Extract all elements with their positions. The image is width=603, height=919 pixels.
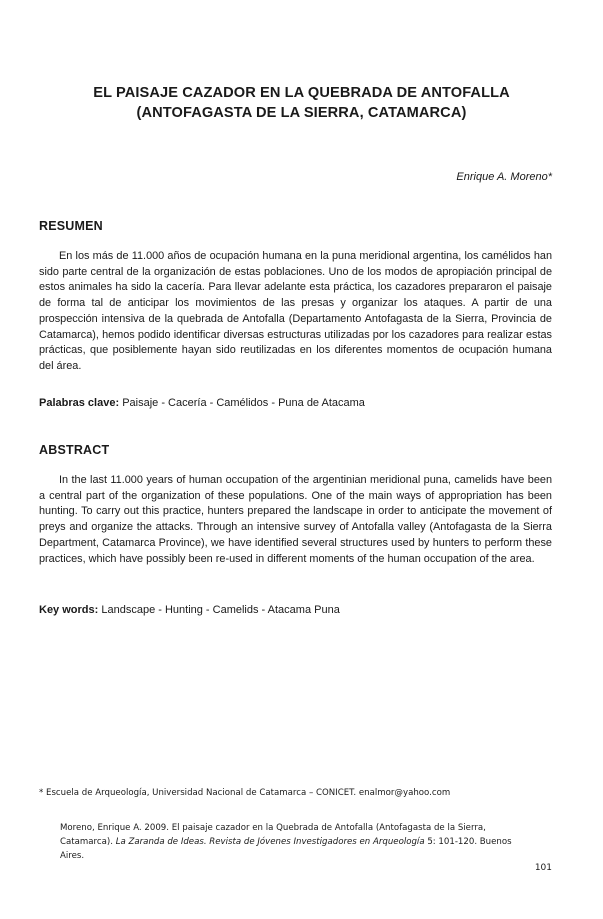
palabras-clave-label: Palabras clave: [39, 397, 120, 409]
article-title [40, 83, 563, 123]
author-affiliation-footnote: * Escuela de Arqueología, Universidad Nacional de Catamarca – CONICET. enalmor@yahoo.com [39, 788, 451, 798]
abstract-body: In the last 11.000 years of human occupation of the argentinian meridional puna, camelids have been a central part of the organization of these populations. One of the main ways of appropriation has been hunting. To carry out this practice, hunters prepared the landscape in order to anticipate the movement of preys and organize the attacks. Through an intensive survey of Antofalla valley (Antofagasta de la Sierra Department, Catamarca Province), we have identified several structures used by hunters to perform these practices, which have possibly been re-used in different moments of the human occupation of the area. [39, 474, 552, 565]
citation-journal: La Zaranda de Ideas. Revista de Jóvenes Investigadores en Arqueología [115, 837, 425, 847]
resumen-heading: RESUMEN [39, 219, 103, 233]
abstract-keywords [39, 603, 552, 618]
citation-authors-title: Moreno, Enrique A. 2009. El paisaje cazador en la Quebrada de Antofalla (Antofagasta de la Sierra, Catamarca). [60, 823, 486, 847]
key-words-label: Key words: [39, 604, 99, 616]
author-name: Enrique A. Moreno* [456, 171, 552, 183]
resumen-body: En los más de 11.000 años de ocupación humana en la puna meridional argentina, los camélidos han sido parte central de la organización de estas poblaciones. Uno de los modos de apropiación principal de estos animales ha sido la cacería. Para llevar adelante esta práctica, los cazadores prepararon el paisaje de forma tal de anticipar los movimientos de las presas y organizar los ataques. A partir de una prospección intensiva de la quebrada de Antofalla (Departamento Antofagasta de la Sierra, Provincia de Catamarca), hemos podido identificar diversas estructuras utilizadas por los cazadores para realizar estas prácticas, que posiblemente hayan sido reutilizadas en los diferentes momentos de ocupación humana del área. [39, 250, 552, 372]
palabras-clave-list: Paisaje - Cacería - Camélidos - Puna de Atacama [122, 397, 365, 409]
citation-block [60, 821, 538, 863]
page-number: 101 [534, 863, 552, 873]
citation-volume-pages: 5: 101-120. Buenos Aires. [60, 837, 512, 861]
title-line-2: (ANTOFAGASTA DE LA SIERRA, CATAMARCA) [136, 105, 467, 121]
title-line-1: EL PAISAJE CAZADOR EN LA QUEBRADA DE ANTOFALLA [93, 85, 510, 101]
abstract-heading: ABSTRACT [39, 443, 110, 457]
resumen-keywords [39, 396, 552, 411]
key-words-list: Landscape - Hunting - Camelids - Atacama Puna [101, 604, 340, 616]
